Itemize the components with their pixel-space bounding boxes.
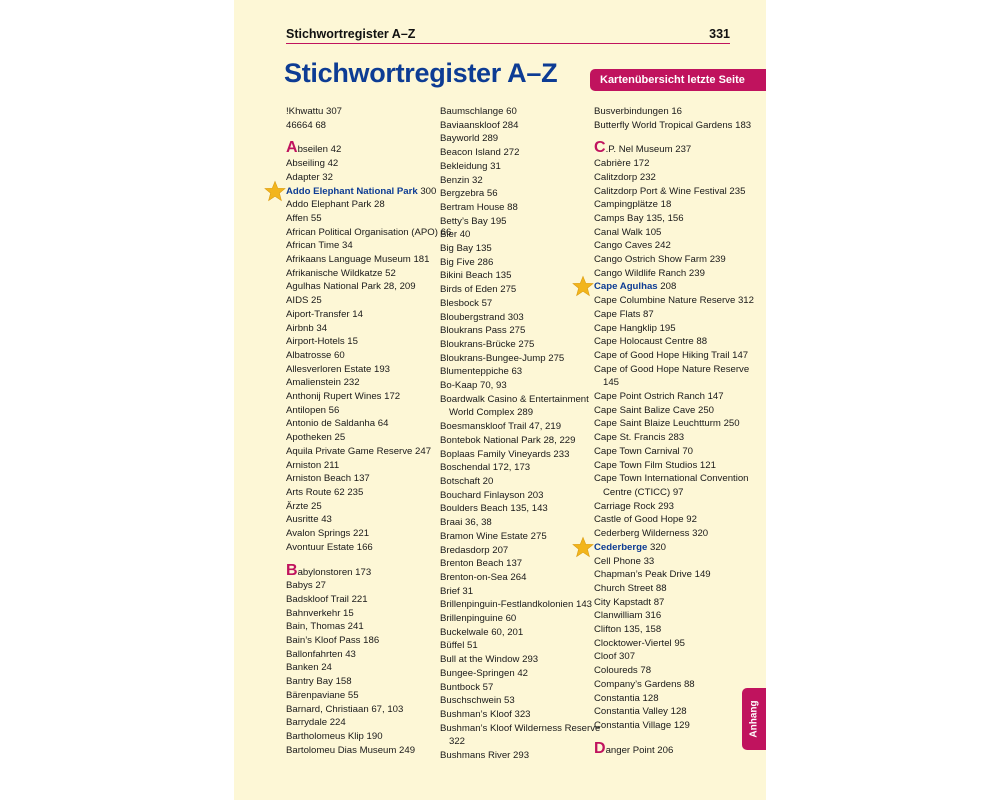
index-entry bbox=[440, 448, 610, 462]
index-entry-text: Airbnb 34 bbox=[286, 322, 328, 334]
index-entry bbox=[286, 561, 456, 580]
index-entry bbox=[286, 226, 456, 240]
index-entry bbox=[440, 393, 610, 420]
index-entry-text: Birds of Eden 275 bbox=[440, 284, 517, 296]
index-entry bbox=[286, 593, 456, 607]
index-entry bbox=[594, 171, 764, 185]
index-entry bbox=[594, 431, 764, 445]
index-entry bbox=[594, 596, 764, 610]
index-entry bbox=[440, 174, 610, 188]
index-entry-text: Bushmans River 293 bbox=[440, 750, 530, 762]
index-entry-text: Cape Holocaust Centre 88 bbox=[594, 336, 708, 348]
star-icon bbox=[572, 275, 594, 297]
index-entry-text: Agulhas National Park 28, 209 bbox=[286, 281, 416, 293]
index-entry-text: Ballonfahrten 43 bbox=[286, 648, 356, 660]
index-entry-text: Cape of Good Hope Nature Reserve 145 bbox=[594, 363, 750, 389]
index-page-ref: 320 bbox=[650, 541, 667, 553]
index-entry bbox=[594, 322, 764, 336]
index-entry-text: Constantia 128 bbox=[594, 692, 659, 704]
index-entry bbox=[440, 749, 610, 763]
index-entry bbox=[594, 609, 764, 623]
index-entry bbox=[286, 607, 456, 621]
index-entry bbox=[286, 335, 456, 349]
index-entry bbox=[286, 486, 456, 500]
index-entry-text: Bahnverkehr 15 bbox=[286, 607, 354, 619]
index-entry-text: Baumschlange 60 bbox=[440, 106, 517, 117]
index-entry-text: Aquila Private Game Reserve 247 bbox=[286, 445, 432, 457]
index-entry bbox=[286, 157, 456, 171]
index-entry bbox=[286, 349, 456, 363]
index-entry-text: Bramon Wine Estate 275 bbox=[440, 530, 547, 542]
index-entry bbox=[440, 256, 610, 270]
index-entry-text: Clanwilliam 316 bbox=[594, 610, 662, 622]
index-entry-text: Babys 27 bbox=[286, 580, 327, 592]
index-entry-text: Bartholomeus Klip 190 bbox=[286, 730, 383, 742]
index-entry bbox=[594, 363, 764, 390]
index-entry-text: Cape Hangklip 195 bbox=[594, 322, 676, 334]
index-entry-text: Bushman’s Kloof Wilderness Reserve 322 bbox=[440, 722, 601, 748]
index-entry-text: Addo Elephant National Park bbox=[286, 185, 418, 197]
index-entry bbox=[594, 692, 764, 706]
index-entry bbox=[286, 141, 456, 157]
index-entry-text: Cape Saint Blaize Leuchtturm 250 bbox=[594, 418, 740, 430]
index-entry-text: Bungee-Springen 42 bbox=[440, 667, 529, 679]
index-entry bbox=[440, 667, 610, 681]
index-entry-text: Canal Walk 105 bbox=[594, 226, 662, 238]
index-entry-text: Church Street 88 bbox=[594, 582, 667, 594]
index-entry-text: Bloukrans-Bungee-Jump 275 bbox=[440, 352, 565, 364]
index-entry-text: Cederberg Wilderness 320 bbox=[594, 528, 709, 540]
index-entry bbox=[286, 527, 456, 541]
index-entry-text: anger Point 206 bbox=[605, 744, 674, 756]
index-page-ref: 208 bbox=[660, 281, 677, 293]
index-entry bbox=[594, 705, 764, 719]
index-entry bbox=[440, 105, 610, 119]
index-entry bbox=[286, 472, 456, 486]
index-entry-text: 46664 68 bbox=[286, 119, 327, 131]
index-entry bbox=[286, 730, 456, 744]
index-entry bbox=[594, 212, 764, 226]
index-entry-text: African Political Organisation (APO) 66 bbox=[286, 226, 452, 238]
index-entry bbox=[594, 253, 764, 267]
index-entry-text: Benzin 32 bbox=[440, 174, 483, 186]
index-entry bbox=[594, 267, 764, 281]
index-entry-text: Antilopen 56 bbox=[286, 404, 340, 416]
index-entry-text: Bain, Thomas 241 bbox=[286, 621, 364, 633]
index-entry bbox=[440, 119, 610, 133]
index-entry-text: Bloukrans-Brücke 275 bbox=[440, 338, 535, 350]
section-tab-anhang[interactable] bbox=[742, 688, 766, 750]
index-entry bbox=[286, 308, 456, 322]
index-entry-text: Abseiling 42 bbox=[286, 158, 339, 170]
index-column-3 bbox=[594, 105, 764, 757]
index-entry-text: Constantia Village 129 bbox=[594, 719, 690, 731]
index-entry bbox=[440, 420, 610, 434]
index-entry-text: Baviaanskloof 284 bbox=[440, 119, 519, 131]
index-entry bbox=[440, 338, 610, 352]
index-entry-text: Badskloof Trail 221 bbox=[286, 593, 368, 605]
index-entry bbox=[594, 513, 764, 527]
index-entry bbox=[594, 459, 764, 473]
star-icon bbox=[572, 536, 594, 558]
index-entry bbox=[440, 571, 610, 585]
index-entry bbox=[440, 502, 610, 516]
index-entry bbox=[286, 431, 456, 445]
index-entry-text: Chapman’s Peak Drive 149 bbox=[594, 569, 711, 581]
index-entry-text: Arniston 211 bbox=[286, 459, 340, 471]
index-entry-text: Braai 36, 38 bbox=[440, 517, 492, 529]
index-entry bbox=[440, 461, 610, 475]
index-entry bbox=[286, 294, 456, 308]
index-entry-text: Big Bay 135 bbox=[440, 243, 492, 255]
index-entry-text: Addo Elephant Park 28 bbox=[286, 199, 385, 211]
index-entry-text: Avalon Springs 221 bbox=[286, 528, 370, 540]
index-entry bbox=[440, 639, 610, 653]
index-entry-text: Cape of Good Hope Hiking Trail 147 bbox=[594, 349, 749, 361]
index-entry bbox=[440, 434, 610, 448]
index-entry-text: abylonstoren 173 bbox=[297, 566, 372, 578]
index-entry bbox=[286, 198, 456, 212]
index-entry bbox=[440, 215, 610, 229]
index-entry-text: Cango Ostrich Show Farm 239 bbox=[594, 254, 726, 266]
index-entry bbox=[594, 417, 764, 431]
index-entry-text: Cederberge bbox=[594, 541, 648, 553]
index-entry bbox=[286, 253, 456, 267]
index-entry bbox=[286, 267, 456, 281]
index-entry-text: Big Five 286 bbox=[440, 256, 494, 268]
index-entry-text: Calitzdorp Port & Wine Festival 235 bbox=[594, 185, 746, 197]
index-entry-text: Botschaft 20 bbox=[440, 475, 494, 487]
index-entry-text: Campingplätze 18 bbox=[594, 199, 672, 211]
index-entry bbox=[594, 739, 764, 758]
letter-initial: C bbox=[594, 139, 606, 157]
index-entry bbox=[286, 322, 456, 336]
index-entry-text: Afrikanische Wildkatze 52 bbox=[286, 267, 396, 279]
index-entry bbox=[440, 489, 610, 503]
index-entry bbox=[286, 445, 456, 459]
index-entry bbox=[440, 653, 610, 667]
index-entry bbox=[440, 612, 610, 626]
index-entry bbox=[286, 105, 456, 119]
index-entry-text: Affen 55 bbox=[286, 212, 322, 224]
index-entry-text: Bull at the Window 293 bbox=[440, 654, 539, 666]
index-entry-highlight bbox=[594, 541, 764, 555]
index-entry-text: bseilen 42 bbox=[297, 144, 342, 156]
index-entry bbox=[440, 516, 610, 530]
index-entry-text: Bayworld 289 bbox=[440, 133, 499, 145]
index-entry-text: Carriage Rock 293 bbox=[594, 500, 674, 512]
index-column-2 bbox=[440, 105, 610, 763]
index-entry-text: Albatrosse 60 bbox=[286, 349, 345, 361]
index-entry-text: Bredasdorp 207 bbox=[440, 544, 509, 556]
index-entry bbox=[440, 708, 610, 722]
letter-initial: D bbox=[594, 739, 606, 757]
index-entry-text: Brillenpinguin-Festlandkolonien 143 bbox=[440, 599, 593, 611]
index-entry-text: Blumenteppiche 63 bbox=[440, 366, 523, 378]
index-entry bbox=[440, 146, 610, 160]
index-entry bbox=[594, 157, 764, 171]
index-entry bbox=[594, 623, 764, 637]
index-entry-text: Buckelwale 60, 201 bbox=[440, 626, 524, 638]
section-tab-label: Anhang bbox=[748, 700, 760, 738]
index-entry bbox=[440, 557, 610, 571]
index-entry bbox=[594, 390, 764, 404]
book-page bbox=[234, 0, 766, 800]
index-entry-text: Cabrière 172 bbox=[594, 158, 650, 170]
index-entry-text: Bloubergstrand 303 bbox=[440, 311, 524, 323]
index-entry bbox=[594, 582, 764, 596]
index-entry bbox=[440, 160, 610, 174]
index-entry-text: Busverbindungen 16 bbox=[594, 106, 683, 117]
index-entry-text: Bontebok National Park 28, 229 bbox=[440, 434, 576, 446]
index-entry-text: Cape Town International Convention Centre (CTICC) 97 bbox=[594, 473, 749, 498]
index-entry bbox=[594, 349, 764, 363]
letter-initial: A bbox=[286, 139, 298, 157]
index-entry bbox=[286, 500, 456, 514]
index-entry-text: Cango Wildlife Ranch 239 bbox=[594, 267, 705, 279]
index-entry bbox=[440, 297, 610, 311]
index-entry-text: Barnard, Christiaan 67, 103 bbox=[286, 703, 404, 715]
index-entry bbox=[594, 308, 764, 322]
index-entry bbox=[594, 226, 764, 240]
index-entry bbox=[594, 119, 764, 133]
index-entry-text: Bartolomeu Dias Museum 249 bbox=[286, 744, 416, 756]
index-entry bbox=[440, 681, 610, 695]
index-entry-text: Allesverloren Estate 193 bbox=[286, 363, 390, 375]
index-entry-text: AIDS 25 bbox=[286, 295, 322, 307]
index-entry bbox=[594, 294, 764, 308]
index-entry-text: Ärzte 25 bbox=[286, 500, 322, 512]
index-entry-text: Cape Town Carnival 70 bbox=[594, 445, 694, 457]
index-entry bbox=[286, 744, 456, 758]
index-entry-text: Boschendal 172, 173 bbox=[440, 462, 531, 474]
index-entry bbox=[440, 228, 610, 242]
page-number: 331 bbox=[709, 27, 730, 41]
index-entry-text: !Khwattu 307 bbox=[286, 106, 343, 117]
index-entry bbox=[440, 626, 610, 640]
index-entry bbox=[440, 365, 610, 379]
index-entry bbox=[440, 352, 610, 366]
index-entry-text: Arniston Beach 137 bbox=[286, 473, 370, 485]
index-entry-text: Bertram House 88 bbox=[440, 201, 518, 213]
index-entry bbox=[594, 678, 764, 692]
index-entry bbox=[286, 171, 456, 185]
index-entry-text: Beacon Island 272 bbox=[440, 147, 520, 159]
running-header-title: Stichwortregister A–Z bbox=[286, 27, 416, 41]
index-entry-text: Antonio de Saldanha 64 bbox=[286, 418, 389, 430]
index-entry-text: Cape Point Ostrich Ranch 147 bbox=[594, 391, 724, 403]
index-entry-text: Cape Saint Balize Cave 250 bbox=[594, 404, 714, 416]
index-entry bbox=[286, 459, 456, 473]
index-entry-text: Coloureds 78 bbox=[594, 665, 652, 677]
index-entry bbox=[440, 324, 610, 338]
index-entry bbox=[286, 620, 456, 634]
index-entry-highlight bbox=[286, 185, 456, 199]
index-entry-text: Blesbock 57 bbox=[440, 297, 493, 309]
index-entry-text: Cape Flats 87 bbox=[594, 308, 654, 320]
index-entry-text: Clifton 135, 158 bbox=[594, 624, 662, 636]
index-entry bbox=[594, 555, 764, 569]
index-entry bbox=[286, 703, 456, 717]
index-entry-text: Bekleidung 31 bbox=[440, 160, 501, 172]
index-entry-highlight bbox=[594, 280, 764, 294]
index-entry bbox=[286, 634, 456, 648]
index-entry-text: Barrydale 224 bbox=[286, 717, 346, 729]
index-entry-text: Amalienstein 232 bbox=[286, 377, 360, 389]
index-entry bbox=[440, 311, 610, 325]
index-entry-text: Boplaas Family Vineyards 233 bbox=[440, 448, 570, 460]
index-entry bbox=[594, 198, 764, 212]
index-entry-text: Adapter 32 bbox=[286, 171, 333, 183]
index-entry-text: Cell Phone 33 bbox=[594, 555, 655, 567]
index-entry-text: Brillenpinguine 60 bbox=[440, 613, 517, 625]
index-column-1 bbox=[286, 105, 456, 757]
index-entry-text: City Kapstadt 87 bbox=[594, 596, 665, 608]
index-entry bbox=[440, 585, 610, 599]
index-entry bbox=[440, 694, 610, 708]
index-entry bbox=[286, 212, 456, 226]
index-entry-text: Brief 31 bbox=[440, 585, 474, 597]
index-entry bbox=[440, 475, 610, 489]
index-entry bbox=[594, 527, 764, 541]
index-entry-text: Apotheken 25 bbox=[286, 432, 346, 444]
index-entry bbox=[286, 579, 456, 593]
index-entry bbox=[594, 500, 764, 514]
index-entry bbox=[286, 280, 456, 294]
index-entry-text: Boulders Beach 135, 143 bbox=[440, 503, 548, 515]
index-entry bbox=[440, 132, 610, 146]
index-entry bbox=[594, 335, 764, 349]
index-entry-text: Ausritte 43 bbox=[286, 514, 332, 526]
header-divider bbox=[286, 43, 730, 44]
index-entry-text: Boesmanskloof Trail 47, 219 bbox=[440, 421, 562, 433]
map-overview-tag: Kartenübersicht letzte Seite bbox=[590, 69, 766, 91]
index-page-ref: 300 bbox=[420, 185, 437, 197]
index-entry bbox=[594, 650, 764, 664]
index-entry-text: Cloof 307 bbox=[594, 651, 636, 663]
index-entry-text: Company’s Gardens 88 bbox=[594, 678, 695, 690]
index-entry bbox=[286, 417, 456, 431]
index-entry-text: Cape Town Film Studios 121 bbox=[594, 459, 716, 471]
index-entry-text: Airport-Hotels 15 bbox=[286, 336, 358, 348]
index-entry-text: Castle of Good Hope 92 bbox=[594, 514, 697, 526]
index-entry bbox=[594, 141, 764, 157]
index-entry-text: Buntbock 57 bbox=[440, 681, 494, 693]
index-entry bbox=[286, 376, 456, 390]
index-entry-text: Afrikaans Language Museum 181 bbox=[286, 254, 430, 266]
index-entry bbox=[286, 675, 456, 689]
index-entry bbox=[286, 716, 456, 730]
index-entry-text: Banken 24 bbox=[286, 662, 332, 674]
index-entry-text: Cape Agulhas bbox=[594, 281, 658, 293]
star-icon bbox=[264, 180, 286, 202]
index-entry bbox=[286, 119, 456, 133]
index-entry bbox=[594, 472, 764, 499]
index-entry bbox=[440, 201, 610, 215]
index-entry-text: Bloukrans Pass 275 bbox=[440, 325, 526, 337]
index-entry-text: Büffel 51 bbox=[440, 640, 478, 652]
index-entry-text: Bergzebra 56 bbox=[440, 188, 498, 200]
index-entry-text: Betty’s Bay 195 bbox=[440, 215, 507, 227]
index-entry bbox=[594, 719, 764, 733]
index-entry bbox=[286, 363, 456, 377]
index-entry-text: Avontuur Estate 166 bbox=[286, 541, 373, 553]
index-entry bbox=[594, 105, 764, 119]
index-entry-text: Camps Bay 135, 156 bbox=[594, 212, 684, 224]
index-entry bbox=[594, 637, 764, 651]
index-entry-text: Bo-Kaap 70, 93 bbox=[440, 380, 507, 392]
index-entry-text: Constantia Valley 128 bbox=[594, 706, 687, 718]
index-entry-text: Bikini Beach 135 bbox=[440, 270, 512, 282]
index-entry-text: Butterfly World Tropical Gardens 183 bbox=[594, 119, 752, 131]
index-entry bbox=[286, 239, 456, 253]
index-entry bbox=[440, 722, 610, 749]
index-entry-text: Cape St. Francis 283 bbox=[594, 432, 685, 444]
index-entry bbox=[594, 185, 764, 199]
index-entry bbox=[286, 513, 456, 527]
index-entry bbox=[286, 648, 456, 662]
index-entry-text: Bushman’s Kloof 323 bbox=[440, 708, 531, 720]
index-entry-text: .P. Nel Museum 237 bbox=[605, 144, 692, 156]
index-entry bbox=[440, 242, 610, 256]
index-entry-text: Bain’s Kloof Pass 186 bbox=[286, 635, 380, 647]
index-entry bbox=[286, 404, 456, 418]
index-entry bbox=[440, 187, 610, 201]
letter-initial: B bbox=[286, 561, 298, 579]
index-entry-text: Boardwalk Casino & Entertainment World Complex 289 bbox=[440, 393, 589, 419]
index-entry bbox=[594, 404, 764, 418]
index-entry-text: African Time 34 bbox=[286, 240, 353, 252]
index-entry-text: Bärenpaviane 55 bbox=[286, 689, 359, 701]
index-entry-text: Brenton Beach 137 bbox=[440, 558, 523, 570]
index-entry-text: Buschschwein 53 bbox=[440, 695, 515, 707]
index-entry bbox=[286, 390, 456, 404]
index-entry bbox=[440, 379, 610, 393]
index-entry bbox=[286, 661, 456, 675]
index-entry-text: Bouchard Finlayson 203 bbox=[440, 489, 544, 501]
index-entry-text: Aiport-Transfer 14 bbox=[286, 308, 363, 320]
index-entry-text: Cango Caves 242 bbox=[594, 240, 671, 252]
page-title: Stichwortregister A–Z bbox=[284, 58, 558, 88]
index-entry bbox=[594, 664, 764, 678]
index-entry-text: Arts Route 62 235 bbox=[286, 486, 364, 498]
index-entry bbox=[594, 239, 764, 253]
index-entry-text: Cape Columbine Nature Reserve 312 bbox=[594, 295, 754, 307]
index-entry-text: Calitzdorp 232 bbox=[594, 171, 656, 183]
index-entry-text: Anthonij Rupert Wines 172 bbox=[286, 391, 401, 403]
index-entry bbox=[594, 445, 764, 459]
index-entry-text: Brenton-on-Sea 264 bbox=[440, 571, 527, 583]
index-entry-text: Bantry Bay 158 bbox=[286, 676, 352, 688]
index-entry bbox=[286, 541, 456, 555]
index-entry bbox=[594, 568, 764, 582]
index-entry bbox=[440, 598, 610, 612]
index-entry-text: Clocktower-Viertel 95 bbox=[594, 637, 685, 649]
index-entry bbox=[286, 689, 456, 703]
index-entry-text: Bier 40 bbox=[440, 229, 471, 241]
